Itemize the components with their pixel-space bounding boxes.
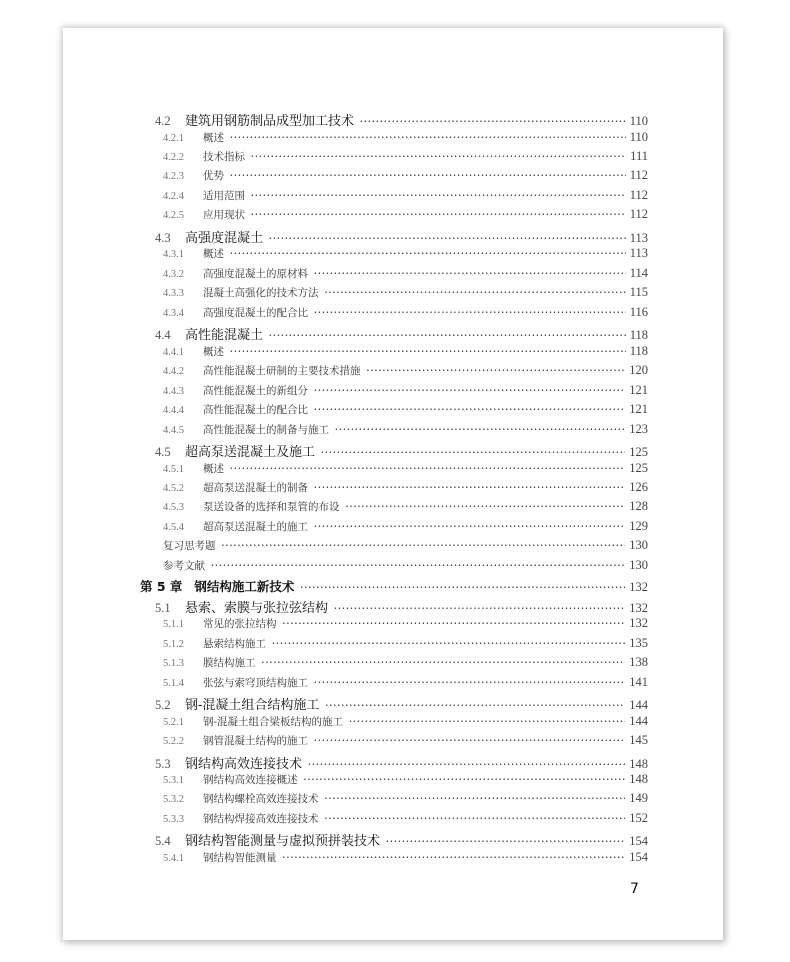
toc-entry-title: 张弦与索穹顶结构施工 [203, 676, 308, 689]
toc-entry-title: 高性能混凝土的新组分 [203, 384, 308, 397]
toc-entry-page: 113 [629, 246, 648, 261]
toc-entry-page: 132 [629, 616, 648, 631]
toc-entry-title: 钢结构高效连接概述 [203, 774, 298, 786]
toc-entry-page: 112 [629, 168, 648, 183]
dot-leader [314, 521, 625, 531]
toc-entry-page: 145 [629, 733, 648, 747]
toc-entry-number: 4.3.1 [163, 249, 184, 261]
toc-entry-sub[interactable] [163, 168, 648, 187]
toc-entry-title: 建筑用钢筋制品成型加工技术 [185, 114, 355, 129]
toc-entry-number: 4.4.4 [163, 405, 184, 416]
toc-entry-sub[interactable] [163, 655, 648, 674]
toc-entry-title: 钢结构焊接高效连接技术 [203, 812, 319, 825]
toc-entry-sub[interactable] [163, 305, 648, 324]
toc-entry-title: 参考文献 [163, 559, 205, 572]
dot-leader [251, 190, 626, 200]
dot-leader [283, 618, 626, 628]
toc-entry-page: 112 [629, 207, 648, 222]
toc-entry-title: 概述 [203, 345, 224, 358]
toc-entry-sub[interactable] [163, 130, 648, 149]
toc-entry-misc[interactable] [163, 558, 648, 577]
toc-entry-page: 118 [629, 328, 648, 343]
toc-entry-title: 高性能混凝土 [185, 328, 264, 344]
toc-entry-title: 钢结构螺栓高效连接技术 [203, 793, 319, 806]
toc-entry-sub[interactable] [163, 772, 648, 791]
toc-entry-number: 4.4.5 [163, 424, 184, 436]
toc-entry-sub[interactable] [163, 266, 648, 285]
dot-leader [230, 248, 626, 258]
dot-leader [230, 463, 625, 473]
dot-leader [321, 447, 625, 457]
toc-entry-number: 4.3 [155, 230, 171, 245]
toc-entry-page: 121 [629, 402, 648, 416]
dot-leader [269, 233, 626, 243]
toc-entry-number: 5.1.3 [163, 658, 184, 670]
toc-entry-sub[interactable] [163, 480, 648, 499]
toc-entry-sub[interactable] [163, 383, 648, 402]
toc-entry-number: 4.4.3 [163, 385, 184, 397]
toc-entry-sub[interactable] [163, 285, 648, 304]
toc-entry-title: 钢结构高效连接技术 [185, 756, 303, 772]
toc-entry-number: 4.3.3 [163, 288, 184, 300]
dot-leader [230, 170, 626, 180]
toc-entry-title: 适用范围 [203, 189, 245, 202]
toc-entry-title: 概述 [203, 131, 224, 144]
document-page [63, 28, 723, 940]
toc-entry-number: 4.4 [155, 328, 171, 343]
toc-entry-sub[interactable] [163, 636, 648, 655]
toc-entry-number: 4.2.1 [163, 132, 184, 144]
toc-entry-section[interactable] [155, 753, 648, 772]
toc-entry-number: 5.3.3 [163, 813, 184, 825]
toc-entry-sub[interactable] [163, 422, 648, 441]
toc-entry-page: 130 [629, 538, 648, 553]
toc-entry-title: 超高泵送混凝土的施工 [203, 520, 308, 533]
toc-entry-sub[interactable] [163, 616, 648, 635]
toc-entry-page: 132 [629, 580, 648, 595]
dot-leader [251, 209, 626, 219]
toc-entry-number: 第 5 章 [140, 579, 183, 595]
toc-entry-page: 120 [629, 363, 648, 378]
toc-entry-page: 128 [629, 499, 648, 514]
toc-entry-page: 154 [629, 834, 648, 849]
toc-entry-page: 132 [629, 600, 648, 615]
toc-entry-title: 复习思考题 [163, 540, 216, 553]
dot-leader [211, 560, 625, 570]
toc-entry-section[interactable] [155, 830, 648, 849]
toc-entry-number: 5.4.1 [163, 852, 184, 864]
toc-entry-sub[interactable] [163, 850, 648, 869]
toc-entry-page: 144 [629, 698, 648, 713]
toc-entry-title: 高强度混凝土 [185, 230, 264, 246]
toc-entry-title: 高性能混凝土的配合比 [203, 404, 308, 416]
dot-leader [346, 501, 626, 511]
toc-entry-title: 概述 [203, 462, 224, 475]
dot-leader [325, 793, 626, 803]
toc-entry-page: 116 [629, 304, 648, 319]
dot-leader [230, 346, 626, 356]
toc-entry-number: 4.5.1 [163, 463, 184, 475]
toc-entry-page: 126 [629, 479, 648, 494]
toc-entry-section[interactable] [155, 694, 648, 713]
toc-entry-page: 115 [629, 285, 648, 300]
toc-entry-number: 5.3.2 [163, 794, 184, 806]
toc-entry-page: 111 [630, 148, 648, 163]
dot-leader [335, 424, 625, 434]
toc-entry-sub[interactable] [163, 402, 648, 421]
toc-entry-page: 154 [629, 849, 648, 864]
toc-entry-page: 148 [629, 772, 648, 786]
toc-entry-page: 121 [629, 382, 648, 397]
toc-entry-title: 钢管混凝土结构的施工 [203, 735, 308, 747]
toc-entry-number: 4.5 [155, 445, 171, 459]
dot-leader [283, 852, 626, 862]
toc-entry-title: 应用现状 [203, 209, 245, 222]
toc-entry-sub[interactable] [163, 149, 648, 168]
toc-entry-number: 5.2.2 [163, 736, 184, 747]
toc-entry-number: 4.2.2 [163, 151, 184, 163]
dot-leader [314, 385, 625, 395]
toc-entry-number: 4.5.3 [163, 502, 184, 514]
toc-entry-page: 148 [629, 756, 648, 771]
toc-entry-page: 110 [629, 129, 648, 144]
toc-entry-number: 4.3.4 [163, 307, 184, 319]
toc-entry-sub[interactable] [163, 207, 648, 226]
toc-entry-title: 常见的张拉结构 [203, 618, 277, 631]
toc-entry-number: 4.4.1 [163, 346, 184, 358]
toc-entry-title: 悬索、索膜与张拉弦结构 [185, 600, 329, 616]
toc-entry-page: 135 [629, 635, 648, 650]
dot-leader [314, 677, 625, 687]
toc-entry-title: 悬索结构施工 [203, 637, 266, 650]
toc-entry-sub[interactable] [163, 714, 648, 733]
toc-entry-title: 钢结构智能测量与虚拟预拼装技术 [185, 834, 381, 850]
toc-entry-page: 113 [629, 230, 648, 245]
toc-entry-number: 4.3.2 [163, 268, 184, 280]
toc-entry-sub[interactable] [163, 461, 648, 480]
dot-leader [304, 774, 626, 784]
toc-entry-section[interactable] [155, 441, 648, 460]
dot-leader [314, 482, 625, 492]
dot-leader [367, 365, 626, 375]
dot-leader [334, 603, 625, 613]
toc-entry-title: 高性能混凝土研制的主要技术措施 [203, 365, 361, 378]
toc-entry-page: 138 [629, 655, 648, 670]
dot-leader [222, 540, 626, 550]
dot-leader [349, 716, 625, 726]
toc-entry-number: 4.2.5 [163, 210, 184, 222]
toc-entry-sub[interactable] [163, 188, 648, 207]
dot-leader [300, 582, 625, 592]
dot-leader [314, 307, 626, 317]
toc-entry-sub[interactable] [163, 733, 648, 752]
dot-leader [230, 132, 626, 142]
toc-entry-sub[interactable] [163, 344, 648, 363]
toc-entry-number: 5.1.4 [163, 677, 184, 689]
page-number: 7 [630, 881, 639, 897]
toc-entry-sub[interactable] [163, 246, 648, 265]
toc-entry-page: 152 [629, 810, 648, 825]
toc-entry-page: 125 [629, 460, 648, 475]
toc-entry-number: 4.5.4 [163, 521, 184, 533]
toc-entry-title: 高性能混凝土的制备与施工 [203, 423, 329, 436]
toc-entry-title: 钢结构施工新技术 [194, 579, 295, 595]
toc-entry-number: 5.4 [155, 834, 171, 849]
toc-entry-page: 129 [629, 518, 648, 533]
dot-leader [325, 813, 626, 823]
toc-entry-page: 149 [629, 791, 648, 806]
toc-entry-page: 123 [629, 421, 648, 436]
toc-entry-title: 混凝土高强化的技术方法 [203, 287, 319, 300]
toc-entry-number: 5.3.1 [163, 775, 184, 786]
dot-leader [272, 638, 625, 648]
toc-entry-title: 技术指标 [203, 150, 245, 163]
toc-entry-number: 5.2 [155, 698, 171, 713]
toc-entry-sub[interactable] [163, 675, 648, 694]
dot-leader [386, 836, 625, 846]
dot-leader [251, 151, 626, 161]
toc-entry-number: 4.5.2 [163, 482, 184, 494]
toc-entry-number: 4.2.4 [163, 190, 184, 202]
toc-entry-section[interactable] [155, 110, 648, 129]
toc-entry-sub[interactable] [163, 811, 648, 830]
toc-entry-misc[interactable] [163, 538, 648, 557]
toc-entry-title: 高强度混凝土的原材料 [203, 267, 308, 280]
toc-entry-chapter[interactable] [140, 577, 648, 596]
toc-entry-title: 优势 [203, 170, 224, 183]
dot-leader [325, 287, 626, 297]
dot-leader [360, 116, 626, 126]
toc-entry-title: 钢结构智能测量 [203, 851, 277, 864]
toc-entry-number: 4.2.3 [163, 171, 184, 183]
dot-leader [308, 759, 625, 769]
toc-entry-section[interactable] [155, 324, 648, 343]
toc-entry-section[interactable] [155, 597, 648, 616]
toc-entry-title: 超高泵送混凝土的制备 [203, 481, 308, 494]
dot-leader [262, 657, 626, 667]
toc-entry-number: 4.4.2 [163, 366, 184, 378]
toc-entry-number: 5.1.1 [163, 619, 184, 631]
toc-entry-page: 144 [629, 713, 648, 728]
toc-entry-page: 114 [629, 265, 648, 280]
toc-entry-number: 5.1 [155, 600, 171, 615]
toc-entry-sub[interactable] [163, 791, 648, 810]
toc-entry-sub[interactable] [163, 519, 648, 538]
dot-leader [325, 700, 625, 710]
toc-entry-section[interactable] [155, 227, 648, 246]
toc-entry-number: 4.2 [155, 114, 171, 128]
toc-entry-title: 泵送设备的选择和泵管的布设 [203, 501, 340, 514]
toc-entry-sub[interactable] [163, 363, 648, 382]
dot-leader [269, 330, 626, 340]
toc-entry-page: 141 [629, 674, 648, 689]
toc-entry-page: 110 [629, 114, 648, 128]
toc-entry-number: 5.3 [155, 756, 171, 771]
toc-entry-page: 130 [629, 557, 648, 572]
toc-entry-title: 钢-混凝土组合结构施工 [185, 698, 320, 714]
toc-entry-page: 118 [629, 343, 648, 358]
toc-entry-page: 125 [629, 445, 648, 459]
toc-entry-number: 5.2.1 [163, 716, 184, 728]
dot-leader [314, 735, 625, 745]
toc-entry-number: 5.1.2 [163, 638, 184, 650]
toc-entry-page: 112 [629, 187, 648, 202]
dot-leader [314, 404, 625, 414]
toc-entry-title: 超高泵送混凝土及施工 [185, 445, 316, 460]
toc-entry-title: 膜结构施工 [203, 657, 256, 670]
dot-leader [314, 268, 626, 278]
toc-entry-title: 钢-混凝土组合梁板结构的施工 [203, 715, 344, 728]
toc-entry-title: 概述 [203, 248, 224, 261]
toc-entry-title: 高强度混凝土的配合比 [203, 306, 308, 319]
toc-entry-sub[interactable] [163, 499, 648, 518]
